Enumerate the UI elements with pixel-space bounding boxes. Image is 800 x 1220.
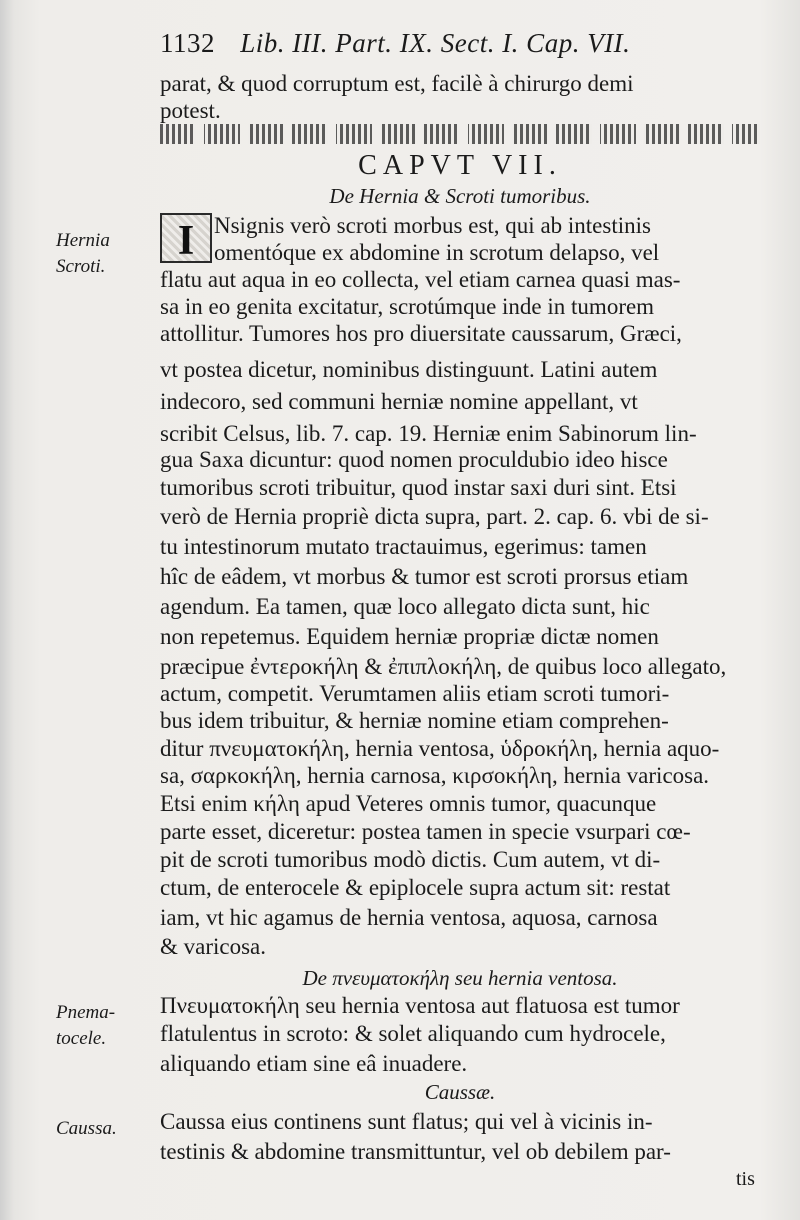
section-heading: De πνευματοκήλη seu hernia ventosa.	[302, 966, 618, 990]
text-line: tu intestinorum mutato tractauimus, egerimus: tamen	[160, 534, 647, 559]
text-line: parte esset, diceretur: postea tamen in specie vsurpari cœ-	[160, 819, 691, 844]
text-line: præcipue ἐντεροκήλη & ἐπιπλοκήλη, de quibus loco allegato,	[160, 654, 727, 679]
text-line: attollitur. Tumores hos pro diuersitate caussarum, Græci,	[160, 321, 682, 346]
chapter-subtitle: De Hernia & Scroti tumoribus.	[329, 184, 591, 208]
text-line: Etsi enim κήλη apud Veteres omnis tumor, quacunque	[160, 791, 657, 816]
text-line: scribit Celsus, lib. 7. cap. 19. Herniæ enim Sabinorum lin-	[160, 421, 697, 446]
text-line: agendum. Ea tamen, quæ loco allegato dicta sunt, hic	[160, 594, 650, 619]
text-line: hîc de eâdem, vt morbus & tumor est scroti prorsus etiam	[160, 564, 689, 589]
initial-letter: I	[177, 218, 195, 264]
running-title: Lib. III. Part. IX. Sect. I. Cap. VII.	[240, 28, 631, 58]
margin-note-line: Caussa.	[56, 1118, 117, 1139]
margin-note-line: Scroti.	[56, 256, 106, 277]
ornamental-rule	[160, 124, 760, 144]
text-line: omentóque ex abdomine in scrotum delapso, vel	[214, 240, 660, 265]
text-line: flatulentus in scroto: & solet aliquando cum hydrocele,	[160, 1021, 666, 1046]
text-line: iam, vt hic agamus de hernia ventosa, aquosa, carnosa	[160, 905, 658, 930]
text-line: indecoro, sed communi herniæ nomine appellant, vt	[160, 389, 638, 414]
text-line: non repetemus. Equidem herniæ propriæ dictæ nomen	[160, 624, 659, 649]
text-line: actum, competit. Verumtamen aliis etiam scroti tumori-	[160, 681, 670, 706]
text-line: flatu aut aqua in eo collecta, vel etiam carnea quasi mas-	[160, 267, 681, 292]
margin-note-line: Pnema-	[56, 1002, 116, 1023]
text-line: gua Saxa dicuntur: quod nomen proculdubio ideo hisce	[160, 447, 668, 472]
decorated-initial	[160, 213, 212, 263]
text-line: Nsignis verò scroti morbus est, qui ab intestinis	[214, 213, 651, 238]
text-line: Caussa eius continens sunt flatus; qui vel à vicinis in-	[160, 1109, 653, 1134]
text-line: ctum, de enterocele & epiplocele supra actum sit: restat	[160, 875, 671, 900]
margin-note-hernia	[56, 228, 156, 280]
catchword: tis	[736, 1168, 755, 1190]
text-line: vt postea dicetur, nominibus distinguunt. Latini autem	[160, 357, 658, 382]
chapter-title: CAPVT VII.	[358, 150, 562, 181]
text-line: Πνευματοκήλη seu hernia ventosa aut flatuosa est tumor	[160, 993, 680, 1018]
text-line: potest.	[160, 98, 221, 123]
text-line: & varicosa.	[160, 934, 267, 959]
text-line: parat, & quod corruptum est, facilè à chirurgo demi	[160, 71, 634, 96]
margin-note-caussa	[56, 1116, 156, 1142]
text-line: sa in eo genita excitatur, scrotúmque inde in tumorem	[160, 294, 655, 319]
page-number: 1132	[160, 28, 215, 58]
text-line: pit de scroti tumoribus modò dictis. Cum autem, vt di-	[160, 847, 661, 872]
section-heading: Caussæ.	[424, 1080, 496, 1104]
margin-note-line: Hernia	[56, 230, 110, 251]
page-header	[160, 28, 770, 59]
text-line: tumoribus scroti tribuitur, quod instar saxi duri sint. Etsi	[160, 475, 677, 500]
margin-note-line: tocele.	[56, 1028, 107, 1049]
text-line: aliquando etiam sine eâ inuadere.	[160, 1051, 468, 1076]
margin-note-pnematocele	[56, 1000, 156, 1052]
text-line: bus idem tribuitur, & herniæ nomine etiam comprehen-	[160, 708, 669, 733]
text-line: testinis & abdomine transmittuntur, vel ob debilem par-	[160, 1139, 671, 1164]
text-line: sa, σαρκοκήλη, hernia carnosa, κιρσοκήλη, hernia varicosa.	[160, 763, 710, 788]
text-line: verò de Hernia propriè dicta supra, part. 2. cap. 6. vbi de si-	[160, 504, 709, 529]
text-line: ditur πνευματοκήλη, hernia ventosa, ὑδροκήλη, hernia aquo-	[160, 736, 720, 761]
